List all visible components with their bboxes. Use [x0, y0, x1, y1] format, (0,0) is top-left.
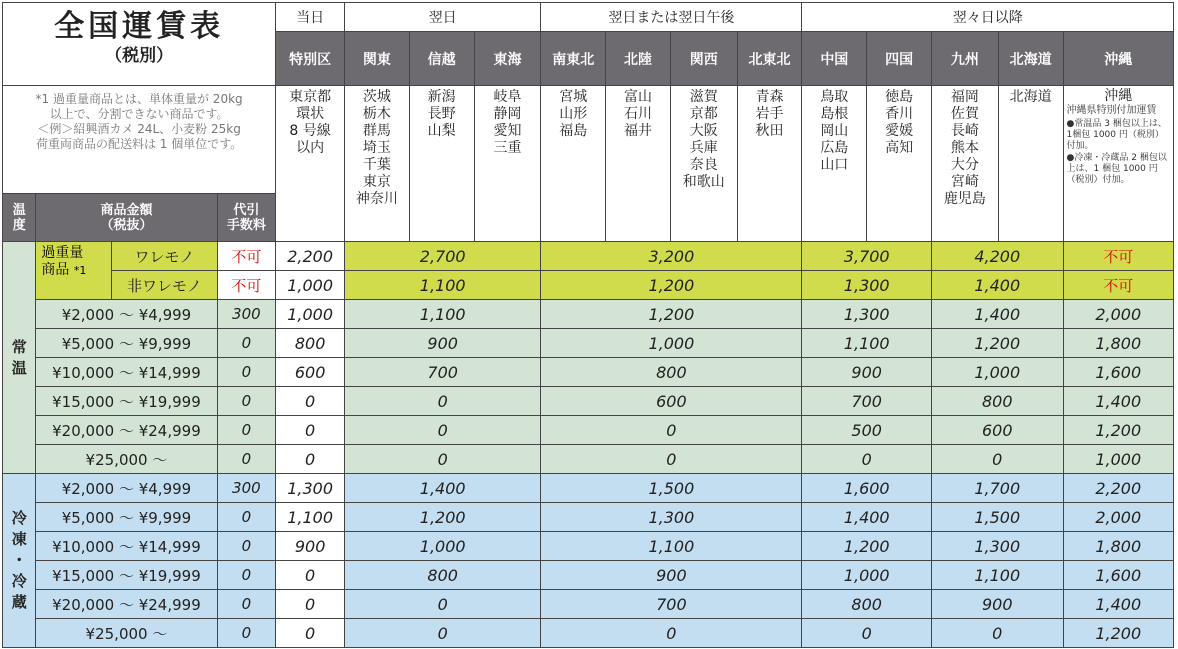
prefecture-name: 岩手	[755, 106, 784, 122]
overweight-title-text: 商品	[41, 262, 70, 278]
rate-cell: 0	[276, 445, 345, 474]
rate-cell: 1,100	[345, 300, 541, 329]
amount-range: ¥20,000 ～ ¥24,999	[36, 590, 217, 619]
rate-cell: 1,000	[276, 300, 345, 329]
prefecture-name: 秋田	[755, 123, 784, 139]
note-line: 荷重両商品の配送料は 1 個単位です。	[35, 137, 243, 151]
amount-range: ¥5,000 ～ ¥9,999	[36, 329, 217, 358]
group-next-day-pm: 翌日または翌日午後	[541, 3, 802, 32]
rate-cell: 1,000	[931, 358, 1063, 387]
rate-row	[3, 416, 1174, 445]
rate-cell: 1,400	[931, 300, 1063, 329]
rate-row	[3, 503, 1174, 532]
rate-cell: 0	[345, 416, 541, 445]
amount-range: ¥25,000 ～	[36, 445, 217, 474]
prefecture-name: 石川	[624, 106, 652, 122]
rate-cell: 900	[931, 590, 1063, 619]
rate-cell: 1,000	[276, 271, 345, 300]
rate-cell: 1,400	[802, 503, 932, 532]
cod-fee: 0	[217, 561, 276, 590]
title-block	[3, 3, 276, 86]
cod-fee: 0	[217, 590, 276, 619]
rate-cell: 0	[541, 445, 802, 474]
rate-cell: 800	[345, 561, 541, 590]
temperature-char: 冷	[11, 572, 27, 590]
rate-cell: 1,400	[931, 271, 1063, 300]
prefecture-list	[541, 86, 606, 242]
cod-fee: 300	[217, 474, 276, 503]
rate-cell: 600	[931, 416, 1063, 445]
page-title: 全国運賃表	[54, 9, 225, 44]
rate-cell: 1,300	[276, 474, 345, 503]
rate-cell: 0	[541, 619, 802, 648]
amount-range: ¥15,000 ～ ¥19,999	[36, 561, 217, 590]
region-header: 北陸	[606, 32, 671, 86]
rate-cell: 900	[276, 532, 345, 561]
prefecture-name: 山梨	[427, 123, 456, 139]
rate-cell: 1,200	[541, 271, 802, 300]
prefecture-name: 鹿児島	[943, 191, 986, 207]
rate-cell: 0	[276, 387, 345, 416]
cod-fee: 0	[217, 532, 276, 561]
rate-cell: 0	[541, 416, 802, 445]
prefecture-list	[606, 86, 671, 242]
rate-cell: 1,200	[541, 300, 802, 329]
region-header: 北東北	[737, 32, 802, 86]
rate-cell: 0	[802, 619, 932, 648]
okinawa-note	[1063, 86, 1173, 242]
cod-fee: 不可	[217, 271, 276, 300]
rate-cell: 1,400	[345, 474, 541, 503]
rate-table	[2, 2, 1174, 648]
temperature-char: ・	[11, 551, 27, 569]
overweight-title2	[41, 262, 111, 279]
temperature-char: 温	[11, 358, 27, 377]
prefecture-name: 高知	[885, 140, 914, 156]
okinawa-surcharge: ●常温品 3 梱包以上は、1梱包 1000 円（税別）付加。	[1066, 119, 1167, 151]
rate-cell: 1,800	[1063, 329, 1173, 358]
prefecture-name: 和歌山	[682, 174, 725, 190]
prefecture-name: 兵庫	[689, 140, 718, 156]
rate-cell: 不可	[1063, 242, 1173, 271]
rate-cell: 800	[541, 358, 802, 387]
prefecture-list	[867, 86, 932, 242]
cod-fee: 0	[217, 416, 276, 445]
prefecture-name: 青森	[755, 89, 784, 105]
prefecture-name: 長崎	[950, 123, 979, 139]
rate-cell: 1,300	[931, 532, 1063, 561]
prefecture-name: 滋賀	[689, 89, 718, 105]
region-header: 南東北	[541, 32, 606, 86]
rate-cell: 800	[802, 590, 932, 619]
rate-cell: 4,200	[931, 242, 1063, 271]
rate-row	[3, 242, 1174, 271]
amount-range: ¥25,000 ～	[36, 619, 217, 648]
region-header: 九州	[931, 32, 998, 86]
rate-cell: 0	[276, 561, 345, 590]
rate-cell: 1,000	[1063, 445, 1173, 474]
prefecture-list	[409, 86, 474, 242]
prefecture-name: 群馬	[362, 123, 391, 139]
rate-row	[3, 474, 1174, 503]
temperature-char: 冷	[11, 509, 27, 527]
rate-cell: 600	[276, 358, 345, 387]
region-header: 特別区	[276, 32, 345, 86]
prefecture-name: 環状	[296, 106, 325, 122]
cod-fee: 0	[217, 329, 276, 358]
prefecture-name: 宮城	[559, 89, 588, 105]
rate-cell: 1,500	[541, 474, 802, 503]
region-header: 四国	[867, 32, 932, 86]
amount-range: ¥20,000 ～ ¥24,999	[36, 416, 217, 445]
rate-row	[3, 387, 1174, 416]
prefecture-list	[802, 86, 867, 242]
overweight-title: 過重量	[41, 245, 84, 261]
prefecture-name: 佐賀	[950, 106, 979, 122]
cod-fee: 300	[217, 300, 276, 329]
okinawa-name: 沖縄	[1104, 88, 1133, 104]
prefecture-list	[998, 86, 1063, 242]
cod-fee: 0	[217, 358, 276, 387]
prefecture-name: 三重	[493, 140, 522, 156]
rate-row	[3, 329, 1174, 358]
rate-cell: 1,600	[1063, 561, 1173, 590]
prefecture-name: 茨城	[362, 89, 391, 105]
rate-cell: 600	[541, 387, 802, 416]
rate-cell: 1,000	[802, 561, 932, 590]
rate-cell: 0	[802, 445, 932, 474]
prefecture-name: 岡山	[820, 123, 849, 139]
rate-cell: 1,600	[1063, 358, 1173, 387]
group-same-day: 当日	[276, 3, 345, 32]
prefecture-name: 長野	[427, 106, 456, 122]
rate-cell: 0	[345, 445, 541, 474]
rate-cell: 1,100	[931, 561, 1063, 590]
prefecture-list	[931, 86, 998, 242]
prefecture-name: 埼玉	[362, 140, 391, 156]
rate-cell: 1,400	[1063, 387, 1173, 416]
prefecture-list	[474, 86, 541, 242]
rate-cell: 1,200	[802, 532, 932, 561]
rate-cell: 1,000	[541, 329, 802, 358]
prefecture-name: 京都	[689, 106, 718, 122]
prefecture-name: 北海道	[1009, 89, 1052, 105]
rate-cell: 700	[802, 387, 932, 416]
prefecture-name: 神奈川	[355, 191, 398, 207]
overweight-label	[36, 242, 112, 300]
rate-cell: 0	[276, 416, 345, 445]
amount-range: ¥15,000 ～ ¥19,999	[36, 387, 217, 416]
region-header: 北海道	[998, 32, 1063, 86]
rate-cell: 2,700	[345, 242, 541, 271]
rate-cell: 900	[541, 561, 802, 590]
region-header: 沖縄	[1063, 32, 1173, 86]
temperature-frozen	[3, 474, 36, 648]
prefecture-name: 奈良	[689, 157, 718, 173]
prefecture-name: 山形	[559, 106, 588, 122]
cod-fee: 0	[217, 619, 276, 648]
rate-row	[3, 590, 1174, 619]
rate-cell: 0	[345, 387, 541, 416]
group-2days: 翌々日以降	[802, 3, 1174, 32]
temperature-char: 凍	[11, 530, 27, 548]
prefecture-name: 福岡	[950, 89, 979, 105]
overweight-type: ワレモノ	[112, 242, 217, 271]
prefecture-name: 東京	[362, 174, 391, 190]
prefecture-name: 愛媛	[885, 123, 914, 139]
rate-cell: 1,100	[276, 503, 345, 532]
prefecture-name: 静岡	[493, 106, 522, 122]
temperature-ambient	[3, 242, 36, 474]
prefecture-name: 栃木	[362, 106, 391, 122]
overweight-type: 非ワレモノ	[112, 271, 217, 300]
prefecture-name: 鳥取	[820, 89, 849, 105]
amount-range: ¥10,000 ～ ¥14,999	[36, 358, 217, 387]
rate-cell: 500	[802, 416, 932, 445]
rate-cell: 800	[276, 329, 345, 358]
region-header: 東海	[474, 32, 541, 86]
prefecture-name: 愛知	[493, 123, 522, 139]
prefecture-name: 熊本	[950, 140, 979, 156]
prefecture-name: 富山	[624, 89, 652, 105]
rate-cell: 1,200	[1063, 416, 1173, 445]
rate-cell: 1,200	[1063, 619, 1173, 648]
page-subtitle: （税別）	[105, 46, 174, 66]
note-line: 以上で、分割できない商品です。	[49, 107, 229, 121]
prefecture-name: 宮崎	[950, 174, 979, 190]
prefecture-name: 以内	[296, 140, 325, 156]
rate-cell: 1,300	[802, 300, 932, 329]
rate-row	[3, 445, 1174, 474]
rate-cell: 2,200	[276, 242, 345, 271]
rate-row	[3, 561, 1174, 590]
rate-cell: 0	[276, 619, 345, 648]
prefecture-name: 新潟	[427, 89, 456, 105]
rate-cell: 0	[345, 619, 541, 648]
col-temperature: 温 度	[3, 194, 36, 242]
rate-cell: 1,500	[931, 503, 1063, 532]
rate-cell: 0	[931, 619, 1063, 648]
prefecture-name: 徳島	[885, 89, 914, 105]
prefecture-list	[670, 86, 737, 242]
rate-row	[3, 358, 1174, 387]
rate-cell: 2,200	[1063, 474, 1173, 503]
amount-range: ¥5,000 ～ ¥9,999	[36, 503, 217, 532]
prefecture-name: 千葉	[362, 157, 391, 173]
cod-fee: 0	[217, 387, 276, 416]
rate-cell: 1,100	[802, 329, 932, 358]
rate-cell: 2,000	[1063, 300, 1173, 329]
rate-cell: 1,300	[541, 503, 802, 532]
rate-cell: 3,700	[802, 242, 932, 271]
note-line: *1 過重量商品とは、単体重量が 20kg	[35, 92, 243, 106]
region-header: 信越	[409, 32, 474, 86]
rate-cell: 900	[345, 329, 541, 358]
rate-cell: 1,800	[1063, 532, 1173, 561]
prefecture-name: 広島	[820, 140, 849, 156]
prefecture-name: 東京都	[289, 89, 332, 105]
rate-cell: 1,700	[931, 474, 1063, 503]
rate-cell: 1,400	[1063, 590, 1173, 619]
rate-cell: 1,200	[931, 329, 1063, 358]
prefecture-name: 8 号線	[289, 123, 331, 139]
rate-cell: 0	[931, 445, 1063, 474]
prefecture-list	[276, 86, 345, 242]
rate-cell: 3,200	[541, 242, 802, 271]
rate-row	[3, 532, 1174, 561]
col-cod-fee: 代引 手数料	[217, 194, 276, 242]
rate-cell: 1,100	[541, 532, 802, 561]
prefecture-name: 山口	[820, 157, 849, 173]
okinawa-caption: 沖縄県特別付加運賃	[1066, 105, 1157, 116]
region-header: 関東	[345, 32, 410, 86]
okinawa-surcharge: ●冷凍・冷蔵品 2 梱包以上は、1 梱包 1000 円（税別）付加。	[1066, 153, 1167, 185]
group-next-day: 翌日	[345, 3, 541, 32]
temperature-char: 常	[11, 337, 27, 356]
rate-cell: 700	[541, 590, 802, 619]
overweight-mark: *1	[73, 264, 87, 277]
prefecture-list	[737, 86, 802, 242]
prefecture-name: 香川	[885, 106, 914, 122]
amount-range: ¥10,000 ～ ¥14,999	[36, 532, 217, 561]
prefecture-list	[345, 86, 410, 242]
region-header: 中国	[802, 32, 867, 86]
cod-fee: 不可	[217, 242, 276, 271]
rate-cell: 1,100	[345, 271, 541, 300]
amount-range: ¥2,000 ～ ¥4,999	[36, 300, 217, 329]
prefecture-name: 大阪	[689, 123, 718, 139]
amount-range: ¥2,000 ～ ¥4,999	[36, 474, 217, 503]
rate-cell: 900	[802, 358, 932, 387]
cod-fee: 0	[217, 503, 276, 532]
rate-cell: 不可	[1063, 271, 1173, 300]
rate-cell: 2,000	[1063, 503, 1173, 532]
rate-cell: 0	[276, 590, 345, 619]
cod-fee: 0	[217, 445, 276, 474]
rate-cell: 1,000	[345, 532, 541, 561]
prefecture-name: 福井	[624, 123, 652, 139]
rate-cell: 1,600	[802, 474, 932, 503]
rate-row	[3, 271, 1174, 300]
prefecture-name: 岐阜	[493, 89, 522, 105]
col-amount: 商品金額 （税抜）	[36, 194, 217, 242]
note-line: ＜例＞紹興酒カメ 24L、小麦粉 25kg	[37, 122, 241, 136]
prefecture-name: 福島	[559, 123, 588, 139]
temperature-char: 蔵	[11, 593, 27, 611]
rate-cell: 0	[345, 590, 541, 619]
rate-cell: 1,300	[802, 271, 932, 300]
rate-cell: 700	[345, 358, 541, 387]
rate-row	[3, 300, 1174, 329]
prefecture-name: 島根	[820, 106, 849, 122]
prefecture-name: 大分	[950, 157, 979, 173]
overweight-note	[3, 86, 276, 194]
rate-row	[3, 619, 1174, 648]
rate-cell: 1,200	[345, 503, 541, 532]
region-header: 関西	[670, 32, 737, 86]
rate-cell: 800	[931, 387, 1063, 416]
